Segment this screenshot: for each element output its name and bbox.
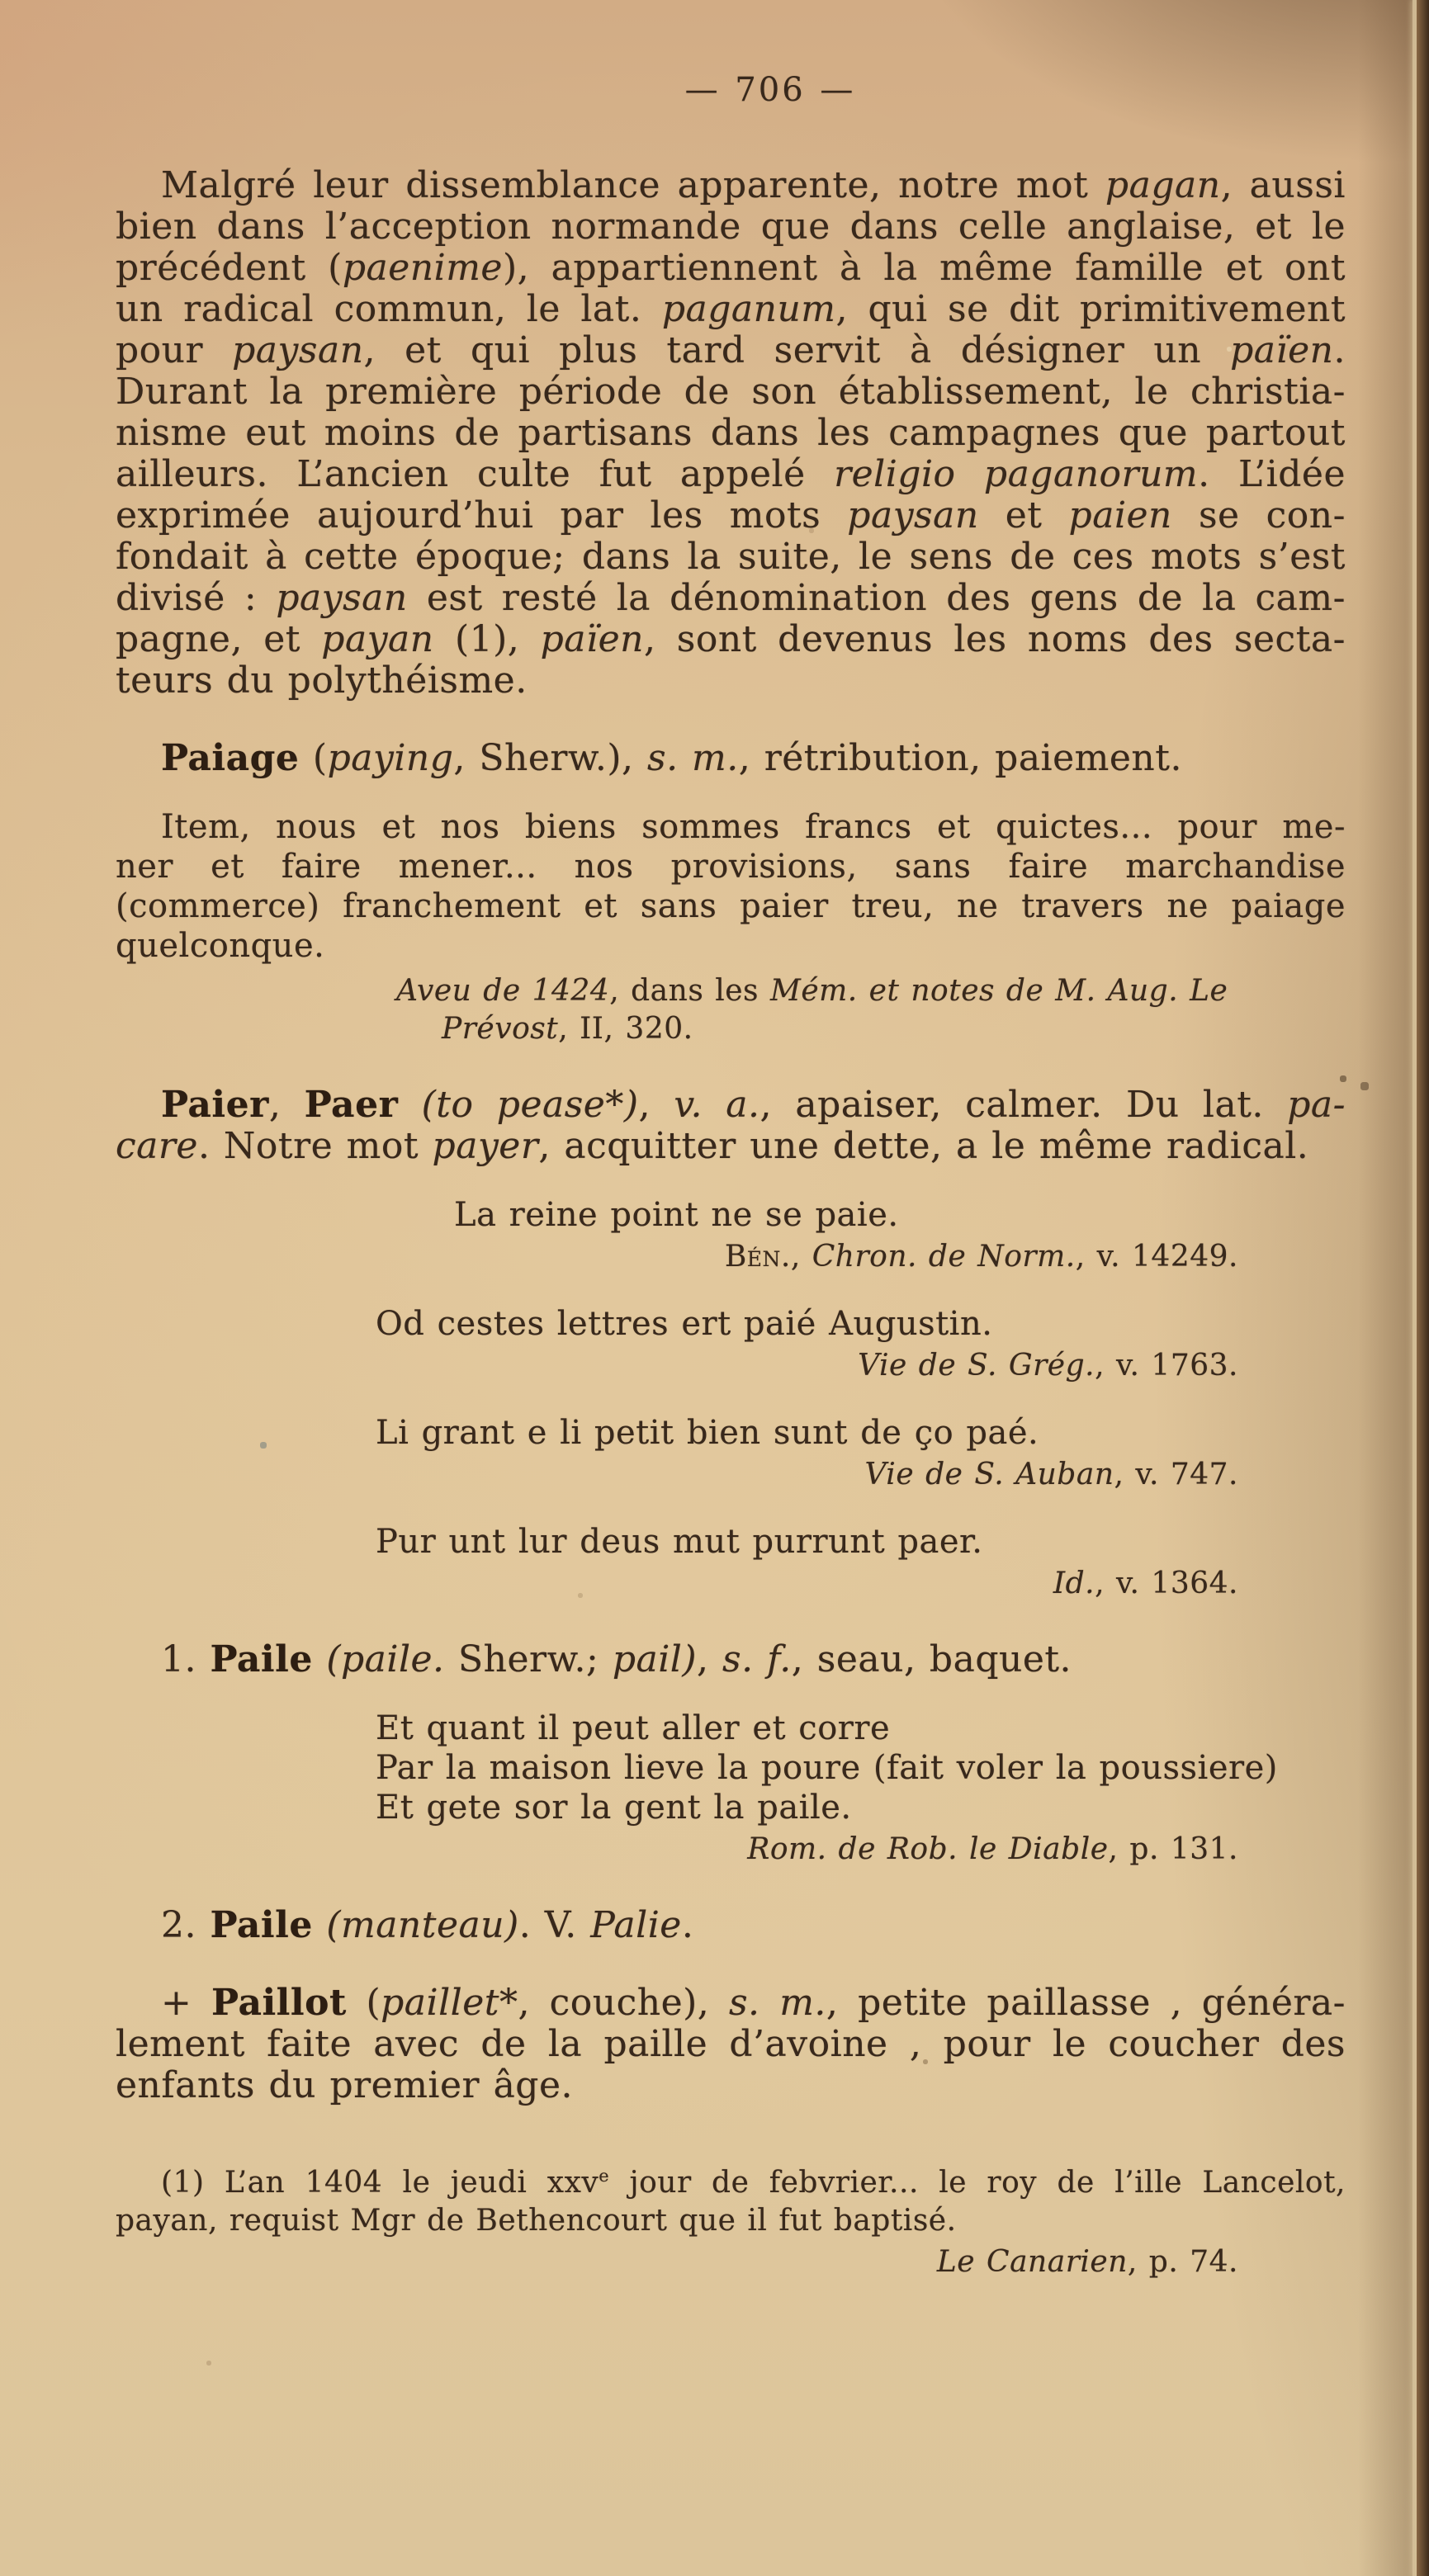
- text-line: [116, 1126, 1346, 1167]
- text-run: païen: [540, 618, 644, 660]
- text-run: pour: [116, 329, 233, 371]
- text-run: , dans les: [609, 974, 770, 1008]
- dictionary-text: [116, 165, 1346, 2281]
- text-run: paien: [1068, 494, 1172, 536]
- text-line: [116, 2243, 1238, 2281]
- text-run: payer: [432, 1125, 539, 1167]
- text-run: Item, nous et nos biens sommes francs et quictes... pour me-: [161, 808, 1346, 846]
- text-run: jour de febvrier... le roy de l’ille Lancelot,: [609, 2166, 1346, 2200]
- text-line: [116, 619, 1346, 660]
- text-run: payan, requist Mgr de Bethencourt que il fut baptisé.: [116, 2204, 957, 2238]
- text-run: Durant la première période de son établissement, le christia-: [116, 371, 1346, 413]
- text-run: ailleurs. L’ancien culte fut appelé: [116, 453, 835, 495]
- text-run: se con-: [1171, 494, 1346, 536]
- text-line: [116, 495, 1346, 536]
- text-run: , v. 14249.: [1075, 1240, 1238, 1274]
- text-run: care: [116, 1125, 198, 1167]
- text-run: paysan: [232, 329, 364, 371]
- text-line: [116, 1565, 1238, 1603]
- text-run: un radical commun, le lat.: [116, 288, 662, 330]
- text-line: [376, 1788, 1346, 1827]
- text-line: [396, 1010, 1346, 1048]
- entry-paier: [116, 1085, 1346, 1167]
- text-run: Par la maison lieve la poure (fait voler la poussiere): [376, 1749, 1278, 1787]
- text-line: [116, 660, 1346, 702]
- text-line: [116, 289, 1346, 330]
- entry-paillot: [116, 1983, 1346, 2106]
- text-run: , v. 747.: [1114, 1458, 1238, 1491]
- text-run: paysan: [276, 577, 408, 619]
- text-run: paillet*: [381, 1982, 518, 2024]
- quote-item: [116, 807, 1346, 966]
- text-run: Bén.: [724, 1240, 791, 1274]
- text-run: , v. 1364.: [1095, 1567, 1238, 1600]
- text-line: [116, 1983, 1346, 2024]
- text-run: , II, 320.: [558, 1012, 693, 1046]
- text-line: [116, 206, 1346, 248]
- text-run: et: [978, 494, 1069, 536]
- text-column: [116, 0, 1346, 2281]
- text-run: pail): [612, 1638, 698, 1680]
- text-run: paganum: [661, 288, 836, 330]
- text-run: paying: [327, 737, 454, 779]
- text-run: pagne, et: [116, 618, 322, 660]
- text-run: Paillot: [211, 1982, 347, 2024]
- text-run: ,: [790, 1240, 812, 1274]
- text-line: [116, 578, 1346, 619]
- citation-canarien: [116, 2243, 1346, 2281]
- text-line: [454, 1195, 1346, 1235]
- text-run: (1),: [433, 618, 541, 660]
- citation-vie-auban: [116, 1456, 1346, 1494]
- text-run: ,: [697, 1638, 723, 1680]
- paper-specks: [0, 0, 2, 2]
- text-run: pagan: [1105, 164, 1221, 206]
- text-run: religio paganorum: [834, 453, 1199, 495]
- text-run: (manteau): [326, 1904, 519, 1946]
- text-line: [116, 738, 1346, 779]
- text-line: [116, 926, 1346, 966]
- text-run: pa-: [1287, 1084, 1346, 1126]
- verse-li-grant: [116, 1413, 1346, 1453]
- text-line: [116, 1238, 1238, 1276]
- text-run: bien dans l’acception normande que dans celle anglaise, et le: [116, 206, 1346, 248]
- text-run: v. a.: [674, 1084, 760, 1126]
- entry-paiage: [116, 738, 1346, 779]
- text-run: s. m.: [728, 1982, 826, 2024]
- text-run: Paier: [161, 1084, 269, 1126]
- text-run: (paile.: [326, 1638, 445, 1680]
- text-run: [313, 1904, 327, 1946]
- text-line: [116, 886, 1346, 926]
- text-run: (: [346, 1982, 381, 2024]
- text-line: [116, 847, 1346, 886]
- text-line: [376, 1748, 1346, 1788]
- text-line: [116, 248, 1346, 289]
- text-line: [116, 413, 1346, 454]
- text-run: teurs du polythéisme.: [116, 659, 528, 702]
- text-run: La reine point ne se paie.: [454, 1196, 899, 1234]
- citation-id: [116, 1565, 1346, 1603]
- text-run: ,: [268, 1084, 305, 1126]
- text-line: [376, 1709, 1346, 1748]
- verse-pur-unt: [116, 1522, 1346, 1562]
- text-run: , et qui plus tard servit à désigner un: [363, 329, 1231, 371]
- text-run: quelconque.: [116, 927, 325, 965]
- text-run: lement faite avec de la paille d’avoine , pour le coucher des: [116, 2023, 1346, 2065]
- text-run: [313, 1638, 327, 1680]
- text-run: Vie de S. Auban: [864, 1458, 1114, 1491]
- text-line: [376, 1304, 1346, 1344]
- entry-paile-1: [116, 1639, 1346, 1680]
- text-run: Paer: [304, 1084, 399, 1126]
- text-run: .: [681, 1904, 694, 1946]
- text-run: s. f.: [722, 1638, 792, 1680]
- citation-ben: [116, 1238, 1346, 1276]
- text-run: païen: [1230, 329, 1334, 371]
- text-run: +: [161, 1982, 212, 2024]
- text-run: Le Canarien: [936, 2245, 1128, 2279]
- text-run: Prévost: [442, 1012, 559, 1046]
- verse-od-cestes: [116, 1304, 1346, 1344]
- intro-paragraph: [116, 165, 1346, 702]
- text-run: , apaiser, calmer. Du lat.: [759, 1084, 1288, 1126]
- citation-aveu: [116, 972, 1346, 1048]
- text-line: [116, 2202, 1346, 2240]
- text-run: paenime: [342, 247, 503, 289]
- text-run: . L’idée: [1198, 453, 1346, 495]
- text-run: 1.: [161, 1638, 211, 1680]
- text-run: Pur unt lur deus mut purrunt paer.: [376, 1523, 983, 1561]
- text-run: , acquitter une dette, a le même radical.: [538, 1125, 1309, 1167]
- text-line: [116, 807, 1346, 847]
- text-run: ner et faire mener... nos provisions, sans faire marchandise: [116, 848, 1346, 886]
- text-run: Aveu de 1424: [396, 974, 610, 1008]
- text-run: Paiage: [161, 737, 300, 779]
- text-line: [116, 1456, 1238, 1494]
- text-run: Vie de S. Grég.: [858, 1349, 1095, 1383]
- text-run: , aussi: [1220, 164, 1346, 206]
- text-run: , p. 131.: [1108, 1832, 1238, 1866]
- text-run: Et gete sor la gent la paile.: [376, 1789, 852, 1827]
- text-line: [116, 1639, 1346, 1680]
- text-line: [116, 1905, 1346, 1946]
- verse-la-reine: [116, 1195, 1346, 1235]
- text-run: Malgré leur dissemblance apparente, notre mot: [161, 164, 1105, 206]
- text-run: précédent (: [116, 247, 343, 289]
- text-line: [376, 1522, 1346, 1562]
- text-run: Palie: [590, 1904, 682, 1946]
- text-run: , v. 1763.: [1095, 1349, 1238, 1383]
- text-line: [116, 165, 1346, 206]
- text-run: . V.: [518, 1904, 591, 1946]
- text-run: enfants du premier âge.: [116, 2064, 573, 2106]
- text-run: fondait à cette époque; dans la suite, le sens de ces mots s’est: [116, 536, 1346, 578]
- text-run: e: [599, 2166, 610, 2186]
- text-run: Sherw.;: [444, 1638, 613, 1680]
- text-run: (commerce) franchement et sans paier treu, ne travers ne paiage: [116, 887, 1346, 925]
- text-run: Rom. de Rob. le Diable: [747, 1832, 1109, 1866]
- text-run: paysan: [847, 494, 979, 536]
- text-run: (: [299, 737, 328, 779]
- text-line: [116, 536, 1346, 578]
- text-run: Od cestes lettres ert paié Augustin.: [376, 1305, 993, 1343]
- text-line: [116, 2065, 1346, 2106]
- text-run: Et quant il peut aller et corre: [376, 1709, 891, 1747]
- text-run: (to pease*): [421, 1084, 639, 1126]
- text-run: divisé :: [116, 577, 277, 619]
- text-run: , qui se dit primitivement: [835, 288, 1346, 330]
- text-run: nisme eut moins de partisans dans les campagnes que partout: [116, 412, 1346, 454]
- text-run: , rétribution, paiement.: [738, 737, 1182, 779]
- book-edge: [1417, 0, 1429, 2576]
- text-line: [116, 1085, 1346, 1126]
- text-run: Li grant e li petit bien sunt de ço paé.: [376, 1414, 1039, 1452]
- text-run: Paile: [210, 1638, 313, 1680]
- text-run: 2.: [161, 1904, 211, 1946]
- text-run: , p. 74.: [1127, 2245, 1238, 2279]
- text-line: [116, 330, 1346, 371]
- text-run: , seau, baquet.: [791, 1638, 1072, 1680]
- verse-et-quant: [116, 1709, 1346, 1827]
- text-run: s. m.: [647, 737, 739, 779]
- text-run: , Sherw.),: [453, 737, 647, 779]
- text-run: est resté la dénomination des gens de la cam-: [407, 577, 1346, 619]
- citation-vie-greg: [116, 1347, 1346, 1385]
- text-run: . Notre mot: [197, 1125, 433, 1167]
- text-line: [116, 2024, 1346, 2065]
- text-run: Mém. et notes de M. Aug. Le: [769, 974, 1228, 1008]
- text-run: Paile: [210, 1904, 313, 1946]
- text-run: ,: [638, 1084, 674, 1126]
- text-run: exprimée aujourd’hui par les mots: [116, 494, 848, 536]
- text-run: , couche),: [518, 1982, 729, 2024]
- text-line: [376, 1413, 1346, 1453]
- text-run: (1) L’an 1404 le jeudi xxv: [161, 2166, 599, 2200]
- text-run: [398, 1084, 421, 1126]
- text-run: .: [1333, 329, 1346, 371]
- text-run: Chron. de Norm.: [812, 1240, 1076, 1274]
- text-line: [396, 972, 1346, 1010]
- text-run: , sont devenus les noms des secta-: [643, 618, 1346, 660]
- citation-rom-diable: [116, 1831, 1346, 1869]
- text-line: [116, 1347, 1238, 1385]
- page-edge-shadow: [1358, 0, 1416, 2576]
- text-line: [116, 454, 1346, 495]
- text-run: ), appartiennent à la même famille et ont: [502, 247, 1346, 289]
- footnote: [116, 2164, 1346, 2240]
- text-line: [116, 1831, 1238, 1869]
- entry-paile-2: [116, 1905, 1346, 1946]
- text-run: Id.: [1053, 1567, 1095, 1600]
- text-line: [116, 371, 1346, 413]
- text-line: [116, 2164, 1346, 2202]
- page-number: — 706 —: [684, 71, 856, 109]
- text-run: payan: [321, 618, 434, 660]
- text-run: , petite paillasse , généra-: [826, 1982, 1346, 2024]
